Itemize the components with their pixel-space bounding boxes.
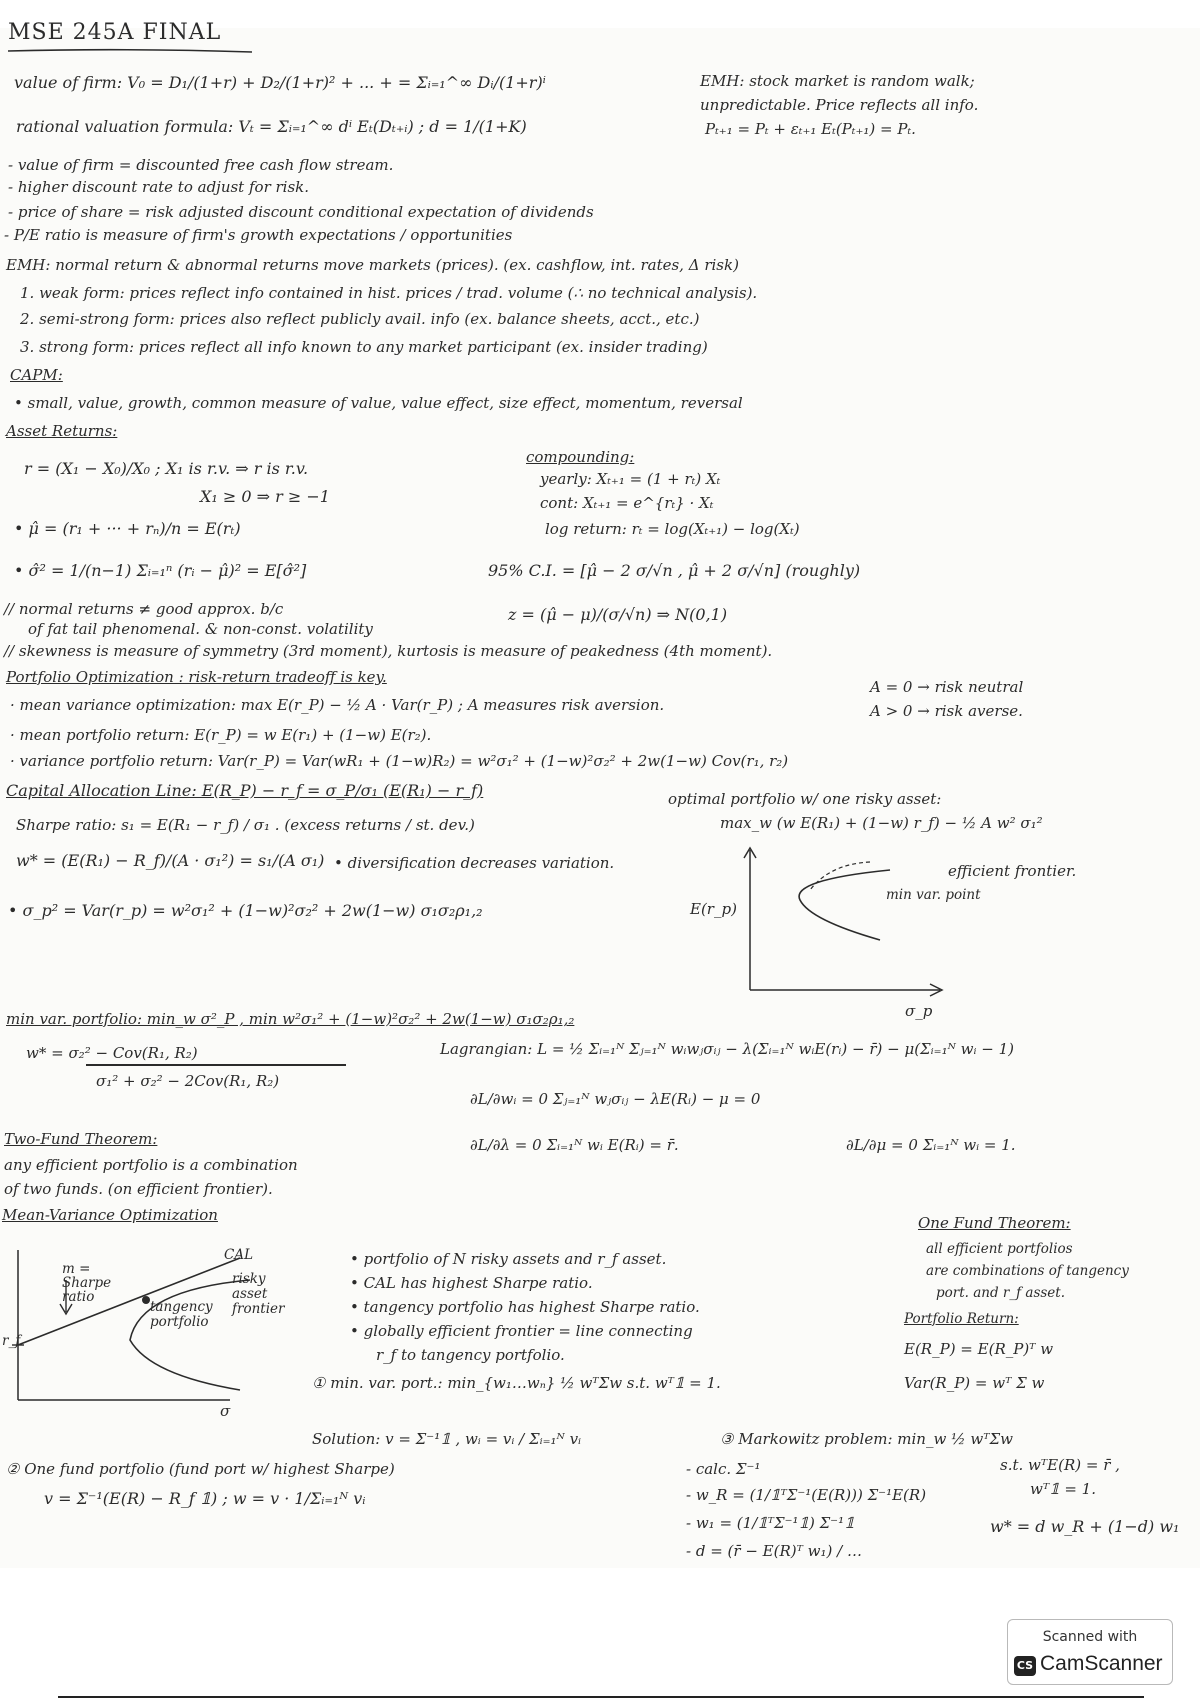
one-fund-line-3: port. and r_f asset. bbox=[936, 1285, 1066, 1301]
camscanner-logo-icon: CS bbox=[1014, 1656, 1036, 1676]
emh-semi-strong-form: 2. semi-strong form: prices also reflect publicly avail. info (ex. balance sheets, acct., etc.) bbox=[20, 310, 700, 328]
sigma-hat-formula: • σ̂² = 1/(n−1) Σᵢ₌₁ⁿ (rᵢ − μ̂)² = E[σ̂²] bbox=[14, 561, 307, 580]
w-star-formula: w* = (E(R₁) − R_f)/(A · σ₁²) = s₁/(A σ₁) bbox=[16, 851, 325, 870]
calc-w-1: - w₁ = (1/𝟙ᵀΣ⁻¹𝟙) Σ⁻¹𝟙 bbox=[686, 1514, 855, 1532]
z-score-formula: z = (μ̂ − μ)/(σ/√n) ⇒ N(0,1) bbox=[508, 605, 728, 624]
mvo-bullet-4: • globally efficient frontier = line connecting bbox=[350, 1322, 693, 1340]
cal-x-label: σ bbox=[220, 1402, 231, 1420]
note-share-price: - price of share = risk adjusted discount conditional expectation of dividends bbox=[8, 203, 594, 221]
frontier-x-label: σ_p bbox=[905, 1002, 933, 1020]
tangency-portfolio-label: tangency portfolio bbox=[150, 1299, 213, 1330]
sigma-p-formula: • σ_p² = Var(r_p) = w²σ₁² + (1−w)²σ₂² + 2w(1−w) σ₁σ₂ρ₁,₂ bbox=[8, 901, 483, 920]
step-3-constraint-2: wᵀ𝟙 = 1. bbox=[1030, 1480, 1096, 1498]
step-2-one-fund: ② One fund portfolio (fund port w/ highest Sharpe) bbox=[6, 1460, 395, 1478]
dl-dw: ∂L/∂wᵢ = 0 Σⱼ₌₁ᴺ wⱼσᵢⱼ − λE(Rᵢ) − μ = 0 bbox=[470, 1090, 761, 1108]
emh-random-walk: EMH: stock market is random walk; bbox=[700, 72, 975, 90]
title-underline bbox=[6, 48, 256, 54]
portfolio-return-variance: Var(R_P) = wᵀ Σ w bbox=[904, 1374, 1045, 1392]
frontier-y-label: E(r_p) bbox=[690, 900, 737, 918]
compounding-continuous: cont: Xₜ₊₁ = e^{rₜ} · Xₜ bbox=[540, 494, 714, 512]
portfolio-optimization-heading: Portfolio Optimization : risk-return tradeoff is key. bbox=[6, 668, 387, 686]
log-return-formula: log return: rₜ = log(Xₜ₊₁) − log(Xₜ) bbox=[545, 520, 800, 538]
page-title: MSE 245A FINAL bbox=[8, 20, 222, 45]
fat-tail-note: of fat tail phenomenal. & non-const. volatility bbox=[28, 620, 373, 638]
w-star-min-var-fraction-bar bbox=[86, 1064, 346, 1066]
capital-allocation-line: Capital Allocation Line: E(R_P) − r_f = σ_P/σ₁ (E(R₁) − r_f) bbox=[6, 781, 484, 800]
confidence-interval: 95% C.I. = [μ̂ − 2 σ/√n , μ̂ + 2 σ/√n] (roughly) bbox=[488, 561, 861, 580]
calc-d: - d = (r̄ − E(R)ᵀ w₁) / … bbox=[686, 1542, 862, 1560]
capm-heading: CAPM: bbox=[10, 366, 63, 384]
normal-returns-note: // normal returns ≠ good approx. b/c bbox=[4, 600, 284, 618]
frontier-curve-label: efficient frontier. bbox=[948, 862, 1077, 880]
one-fund-line-1: all efficient portfolios bbox=[926, 1241, 1073, 1257]
mvo-bullet-3: • tangency portfolio has highest Sharpe ratio. bbox=[350, 1298, 700, 1316]
dl-dmu: ∂L/∂μ = 0 Σᵢ₌₁ᴺ wᵢ = 1. bbox=[846, 1136, 1016, 1154]
mean-variance-optimization-heading: Mean-Variance Optimization bbox=[2, 1206, 218, 1224]
frontier-point-label: min var. point bbox=[886, 887, 981, 903]
min-var-portfolio: min var. portfolio: min_w σ²_P , min w²σ₁² + (1−w)²σ₂² + 2w(1−w) σ₁σ₂ρ₁,₂ bbox=[6, 1010, 575, 1028]
w-star-min-var-numerator: w* = σ₂² − Cov(R₁, R₂) bbox=[26, 1044, 198, 1062]
emh-normal-returns: EMH: normal return & abnormal returns move markets (prices). (ex. cashflow, int. rates, Δ risk) bbox=[6, 256, 739, 274]
formula-value-of-firm: value of firm: V₀ = D₁/(1+r) + D₂/(1+r)² + ... + = Σᵢ₌₁^∞ Dᵢ/(1+r)ⁱ bbox=[14, 73, 546, 92]
mean-portfolio-return: · mean portfolio return: E(r_P) = w E(r₁) + (1−w) E(r₂). bbox=[10, 726, 432, 744]
capm-bullet: • small, value, growth, common measure of value, value effect, size effect, momentum, reversal bbox=[14, 394, 743, 412]
two-fund-heading: Two-Fund Theorem: bbox=[4, 1130, 158, 1148]
emh-strong-form: 3. strong form: prices reflect all info known to any market participant (ex. insider trading) bbox=[20, 338, 708, 356]
sharpe-ratio: Sharpe ratio: s₁ = E(R₁ − r_f) / σ₁ . (excess returns / st. dev.) bbox=[16, 816, 475, 834]
risk-averse-note: A > 0 → risk averse. bbox=[870, 702, 1023, 720]
portfolio-return-mean: E(R_P) = E(R_P)ᵀ w bbox=[904, 1340, 1054, 1358]
emh-formula: Pₜ₊₁ = Pₜ + εₜ₊₁ Eₜ(Pₜ₊₁) = Pₜ. bbox=[705, 120, 916, 138]
variance-portfolio-return: · variance portfolio return: Var(r_P) = Var(wR₁ + (1−w)R₂) = w²σ₁² + (1−w)²σ₂² + 2w(1−w) Cov(r₁, r₂) bbox=[10, 752, 789, 770]
camscanner-watermark bbox=[1007, 1619, 1173, 1685]
two-fund-line-2: of two funds. (on efficient frontier). bbox=[4, 1180, 273, 1198]
asset-returns-heading: Asset Returns: bbox=[6, 422, 118, 440]
compounding-heading: compounding: bbox=[526, 448, 635, 466]
optimal-portfolio-max: max_w (w E(R₁) + (1−w) r_f) − ½ A w² σ₁² bbox=[720, 814, 1043, 832]
w-star-min-var-denominator: σ₁² + σ₂² − 2Cov(R₁, R₂) bbox=[96, 1072, 280, 1090]
lagrangian: Lagrangian: L = ½ Σᵢ₌₁ᴺ Σⱼ₌₁ᴺ wᵢwⱼσᵢⱼ − λ(Σᵢ₌₁ᴺ wᵢE(rᵢ) − r̄) − μ(Σᵢ₌₁ᴺ wᵢ − 1) bbox=[440, 1040, 1014, 1058]
mvo-bullet-1: • portfolio of N risky assets and r_f asset. bbox=[350, 1250, 667, 1268]
mvo-bullet-5: r_f to tangency portfolio. bbox=[376, 1346, 565, 1364]
one-fund-line-2: are combinations of tangency bbox=[926, 1263, 1129, 1279]
watermark-line-2: CamScanner bbox=[1040, 1652, 1163, 1675]
skewness-kurtosis-note: // skewness is measure of symmetry (3rd moment), kurtosis is measure of peakedness (4th moment). bbox=[4, 642, 773, 660]
formula-rational-valuation: rational valuation formula: Vₜ = Σᵢ₌₁^∞ dⁱ Eₜ(Dₜ₊ᵢ) ; d = 1/(1+K) bbox=[16, 117, 527, 136]
note-firm-value: - value of firm = discounted free cash flow stream. bbox=[8, 156, 394, 174]
dl-dlambda: ∂L/∂λ = 0 Σᵢ₌₁ᴺ wᵢ E(Rᵢ) = r̄. bbox=[470, 1136, 679, 1154]
mean-variance-optimization: · mean variance optimization: max E(r_P) − ½ A · Var(r_P) ; A measures risk aversion. bbox=[10, 696, 665, 714]
optimal-portfolio-one-risky: optimal portfolio w/ one risky asset: bbox=[668, 790, 942, 808]
compounding-yearly: yearly: Xₜ₊₁ = (1 + rₜ) Xₜ bbox=[540, 470, 721, 488]
one-fund-heading: One Fund Theorem: bbox=[918, 1214, 1071, 1232]
bottom-rule bbox=[58, 1696, 1144, 1698]
step-1-min-var: ① min. var. port.: min_{w₁…wₙ} ½ wᵀΣw s.t. wᵀ𝟙 = 1. bbox=[312, 1374, 721, 1392]
note-discount-rate: - higher discount rate to adjust for risk. bbox=[8, 178, 310, 196]
watermark-line-1: Scanned with bbox=[1042, 1629, 1138, 1645]
mu-hat-formula: • μ̂ = (r₁ + ··· + rₙ)/n = E(rₜ) bbox=[14, 519, 241, 538]
note-pe-ratio: - P/E ratio is measure of firm's growth expectations / opportunities bbox=[4, 226, 513, 244]
calc-w-r: - w_R = (1/𝟙ᵀΣ⁻¹(E(R))) Σ⁻¹E(R) bbox=[686, 1486, 927, 1504]
rf-axis-label: r_f bbox=[2, 1333, 21, 1349]
two-fund-line-1: any efficient portfolio is a combination bbox=[4, 1156, 298, 1174]
mvo-bullet-2: • CAL has highest Sharpe ratio. bbox=[350, 1274, 593, 1292]
step-2-formula: v = Σ⁻¹(E(R) − R_f 𝟙) ; w = v · 1/Σᵢ₌₁ᴺ vᵢ bbox=[44, 1489, 366, 1508]
risk-neutral-note: A = 0 → risk neutral bbox=[870, 678, 1024, 696]
return-bound: X₁ ≥ 0 ⇒ r ≥ −1 bbox=[200, 487, 330, 506]
return-definition: r = (X₁ − X₀)/X₀ ; X₁ is r.v. ⇒ r is r.v. bbox=[24, 459, 309, 478]
step-3-markowitz: ③ Markowitz problem: min_w ½ wᵀΣw bbox=[720, 1430, 1013, 1448]
diversification-note: • diversification decreases variation. bbox=[334, 854, 615, 872]
calc-sigma-inverse: - calc. Σ⁻¹ bbox=[686, 1460, 761, 1478]
step-3-constraint-1: s.t. wᵀE(R) = r̄ , bbox=[1000, 1456, 1120, 1474]
portfolio-return-heading: Portfolio Return: bbox=[904, 1311, 1019, 1327]
risky-asset-frontier-label: risky asset frontier bbox=[232, 1271, 285, 1317]
w-star-final: w* = d w_R + (1−d) w₁ bbox=[990, 1517, 1180, 1536]
emh-unpredictable: unpredictable. Price reflects all info. bbox=[700, 96, 979, 114]
emh-weak-form: 1. weak form: prices reflect info contained in hist. prices / trad. volume (∴ no technical analysis). bbox=[20, 284, 758, 302]
cal-label: CAL bbox=[224, 1247, 254, 1263]
sharpe-slope-label: m = Sharpe ratio bbox=[62, 1261, 112, 1305]
step-1-solution: Solution: v = Σ⁻¹𝟙 , wᵢ = vᵢ / Σᵢ₌₁ᴺ vᵢ bbox=[312, 1430, 582, 1448]
